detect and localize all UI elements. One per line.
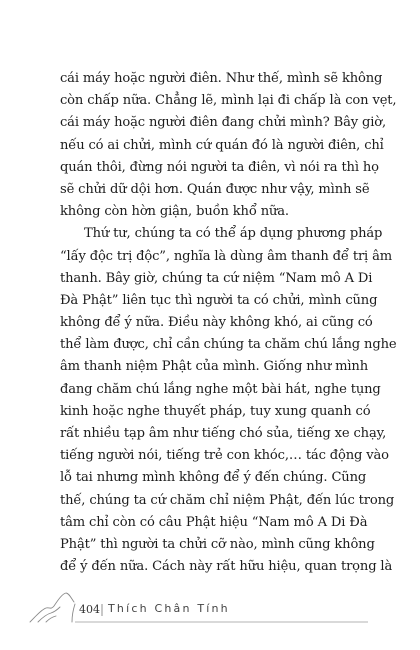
text-line: không để ý nữa. Điều này không khó, ai cũng có bbox=[60, 315, 373, 331]
text-line: Thứ tư, chúng ta có thể áp dụng phương pháp bbox=[84, 226, 383, 242]
text-line: lỗ tai nhưng mình không để ý đến chúng. Cũng bbox=[60, 470, 367, 486]
text-line: quán thôi, đừng nói người ta điên, vì nói ra thì họ bbox=[60, 159, 379, 175]
text-line: còn chấp nữa. Chẳng lẽ, mình lại đi chấp là con vẹt, bbox=[60, 93, 397, 109]
text-line: tâm chỉ còn có câu Phật hiệu “Nam mô A Di Đà bbox=[60, 514, 368, 530]
author-name: Thích Chân Tính bbox=[108, 602, 230, 615]
page-number: 404 bbox=[79, 603, 100, 616]
text-line: tiếng người nói, tiếng trẻ con khóc,… tác động vào bbox=[60, 448, 389, 464]
body-text bbox=[60, 68, 397, 578]
paragraph-2 bbox=[60, 223, 397, 578]
text-line: không còn hờn giận, buồn khổ nữa. bbox=[60, 204, 289, 220]
text-line: Đà Phật” liên tục thì người ta có chửi, mình cũng bbox=[60, 292, 378, 308]
paragraph-1 bbox=[60, 68, 397, 223]
text-line: sẽ chửi dữ dội hơn. Quán được như vậy, mình sẽ bbox=[60, 181, 370, 197]
text-line: rất nhiều tạp âm như tiếng chó sủa, tiếng xe chạy, bbox=[60, 426, 387, 441]
text-line: kinh hoặc nghe thuyết pháp, tuy xung quanh có bbox=[60, 403, 371, 419]
text-line: để ý đến nữa. Cách này rất hữu hiệu, quan trọng là bbox=[60, 559, 393, 575]
text-line: nếu có ai chửi, mình cứ quán đó là người điên, chỉ bbox=[60, 137, 384, 153]
text-line: thanh. Bây giờ, chúng ta cứ niệm “Nam mô A Di bbox=[60, 270, 373, 286]
text-line: âm thanh niệm Phật của mình. Giống như mình bbox=[60, 359, 368, 375]
text-line: “lấy độc trị độc”, nghĩa là dùng âm thanh để trị âm bbox=[60, 248, 393, 264]
text-line: cái máy hoặc người điên đang chửi mình? Bây giờ, bbox=[60, 115, 387, 131]
text-line: cái máy hoặc người điên. Như thế, mình sẽ không bbox=[60, 71, 383, 86]
text-line: thể làm được, chỉ cần chúng ta chăm chú lắng nghe bbox=[60, 337, 397, 353]
page-footer bbox=[28, 588, 388, 628]
text-line: thế, chúng ta cứ chăm chỉ niệm Phật, đến lúc trong bbox=[60, 492, 395, 508]
text-line: đang chăm chú lắng nghe một bài hát, nghe tụng bbox=[60, 381, 381, 397]
text-line: Phật” thì người ta chửi cỡ nào, mình cũng không bbox=[60, 536, 375, 552]
